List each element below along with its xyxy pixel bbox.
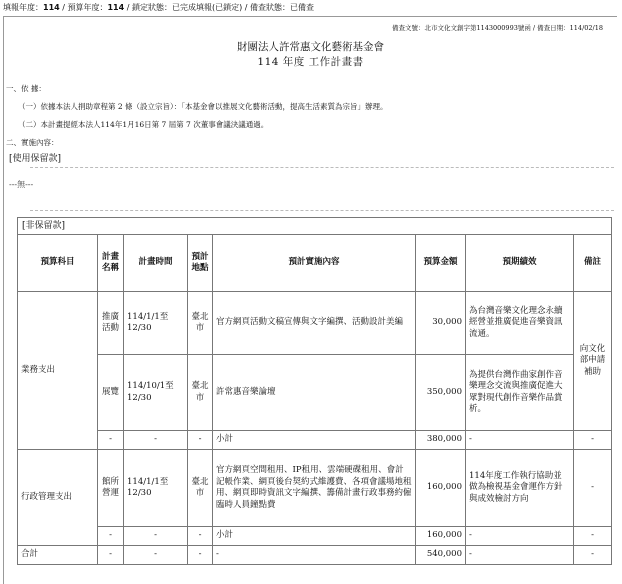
reserved-fund-empty: ---無--- xyxy=(9,180,34,189)
table-row xyxy=(18,450,612,527)
row-plan-time: 114/1/1至12/30 xyxy=(124,292,188,355)
col-header-outcome: 預期績效 xyxy=(466,235,574,292)
row-note: 向文化部申請補助 xyxy=(574,292,612,431)
document-title: 114 年度 工作計畫書 xyxy=(257,56,364,68)
col-header-plan-name: 計畫名稱 xyxy=(98,235,124,292)
organization-name: 財團法人許常惠文化藝術基金會 xyxy=(237,41,384,53)
subtotal-label: 小計 xyxy=(213,527,416,546)
budget-table xyxy=(17,217,612,565)
basis-heading: 一、依 據： xyxy=(6,84,46,93)
basis-item-2: （二）本計畫提經本法人114年1月16日第 7 屆第 7 次董事會議決議通過。 xyxy=(18,120,269,129)
filing-reference: 備查文號：北市文化文創字第1143000993號函 / 備查日期：114/02/18 xyxy=(391,24,603,32)
budget-year-value: 114 xyxy=(107,3,125,12)
row-plan-name: 展覽 xyxy=(98,355,124,431)
subtotal-row xyxy=(18,431,612,450)
exec-heading: 二、實施內容： xyxy=(6,138,59,147)
lock-status-label: / 鎖定狀態： xyxy=(124,3,172,12)
col-header-note: 備註 xyxy=(574,235,612,292)
row-plan-time: 114/10/1至12/30 xyxy=(124,355,188,431)
subtotal-amount: 380,000 xyxy=(416,431,466,450)
empty-cell: - xyxy=(466,546,574,565)
row-plan-time: 114/1/1至12/30 xyxy=(124,450,188,527)
empty-cell: - xyxy=(574,450,612,527)
basis-item-1: （一）依據本法人捐助章程第 2 條（設立宗旨）：「本基金會以推展文化藝術活動，提高生活素質為宗旨」辦理。 xyxy=(18,102,388,111)
pb-year-value: 114 xyxy=(43,3,60,12)
reserved-fund-label: [使用保留款] xyxy=(9,154,62,164)
empty-cell: - xyxy=(188,431,213,450)
empty-cell: - xyxy=(574,527,612,546)
row-outcome: 為台灣音樂文化理念永續經營並推廣促進音樂資訊流通。 xyxy=(466,292,574,355)
col-header-plan-time: 計畫時間 xyxy=(124,235,188,292)
empty-cell: - xyxy=(124,546,188,565)
table-row xyxy=(18,292,612,355)
row-amount: 30,000 xyxy=(416,292,466,355)
empty-cell: - xyxy=(98,527,124,546)
row-content: 官方網頁空間租用、IP租用、雲端硬碟租用、會計記帳作業、網頁後台契約式維護費、各項會議場地租用、網頁即時資訊文字編撰、籌備計畫行政事務約僱臨時人員鐘點費 xyxy=(213,450,416,527)
nonreserved-fund-label: [非保留款] xyxy=(18,218,612,235)
row-outcome: 114年度工作執行協助並做為檢視基金會運作方針與成效檢討方向 xyxy=(466,450,574,527)
row-location: 臺北市 xyxy=(188,292,213,355)
empty-cell: - xyxy=(466,527,574,546)
subject-business: 業務支出 xyxy=(18,292,98,450)
subtotal-row xyxy=(18,527,612,546)
empty-cell: - xyxy=(124,527,188,546)
row-plan-name: 館所營運 xyxy=(98,450,124,527)
col-header-subject: 預算科目 xyxy=(18,235,98,292)
empty-cell: - xyxy=(213,546,416,565)
row-amount: 160,000 xyxy=(416,450,466,527)
divider xyxy=(30,210,614,211)
empty-cell: - xyxy=(574,546,612,565)
total-label: 合計 xyxy=(18,546,98,565)
empty-cell: - xyxy=(98,546,124,565)
review-status-label: / 備查狀態： xyxy=(242,3,290,12)
table-row xyxy=(18,355,612,431)
row-location: 臺北市 xyxy=(188,355,213,431)
row-content: 許常惠音樂論壇 xyxy=(213,355,416,431)
total-amount: 540,000 xyxy=(416,546,466,565)
total-row xyxy=(18,546,612,565)
row-outcome: 為提供台灣作曲家創作音樂理念交流與推廣促進大眾對現代創作音樂作品賞析。 xyxy=(466,355,574,431)
row-amount: 350,000 xyxy=(416,355,466,431)
empty-cell: - xyxy=(124,431,188,450)
status-bar xyxy=(0,0,622,15)
row-plan-name: 推廣活動 xyxy=(98,292,124,355)
col-header-amount: 預算金額 xyxy=(416,235,466,292)
col-header-location: 預計地點 xyxy=(188,235,213,292)
row-content: 官方網頁活動文稿宣傳與文字編撰、活動設計美編 xyxy=(213,292,416,355)
col-header-content: 預計實施內容 xyxy=(213,235,416,292)
review-status-value: 已備查 xyxy=(290,3,314,12)
empty-cell: - xyxy=(574,431,612,450)
empty-cell: - xyxy=(188,546,213,565)
pb-year-label: 填報年度： xyxy=(3,3,43,12)
subtotal-amount: 160,000 xyxy=(416,527,466,546)
empty-cell: - xyxy=(466,431,574,450)
subject-admin: 行政管理支出 xyxy=(18,450,98,546)
divider xyxy=(30,167,614,168)
row-location: 臺北市 xyxy=(188,450,213,527)
lock-status-value: 已完成填報(已鎖定) xyxy=(171,3,243,12)
empty-cell: - xyxy=(188,527,213,546)
empty-cell: - xyxy=(98,431,124,450)
subtotal-label: 小計 xyxy=(213,431,416,450)
budget-year-label: / 預算年度： xyxy=(59,3,108,12)
